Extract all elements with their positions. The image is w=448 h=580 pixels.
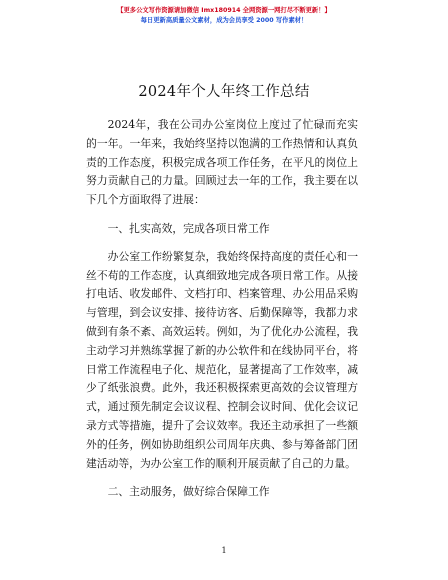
section-2-heading: 二、主动服务，做好综合保障工作 bbox=[107, 485, 270, 499]
section-1-heading: 一、扎实高效，完成各项日常工作 bbox=[107, 221, 270, 235]
page-number: 1 bbox=[221, 546, 227, 555]
document-title: 2024年个人年终工作总结 bbox=[138, 84, 310, 100]
document-body bbox=[86, 116, 358, 502]
promo-banner-line-2: 每日更新高质量公文素材，成为会员享受 2000 写作素材！ bbox=[140, 17, 308, 24]
promo-banner bbox=[0, 6, 448, 26]
promo-banner-line-1: 【更多公文写作资源请加微信 Imx180914 全网资源一网打尽不断更新！】 bbox=[117, 7, 331, 14]
section-1-paragraph: 办公室工作纷繁复杂，我始终保持高度的责任心和一丝不苟的工作态度，认真细致地完成各项日常工作。从接打电话、收发邮件、文档打印、档案管理、办公用品采购与管理，到会议安排、接待访客、后勤保障等，我都力求做到有条不紊、高效运转。例如，为了优化办公流程，我主动学习并熟练掌握了新的办公软件和在线协同平台，将日常工作流程电子化、规范化，显著提高了工作效率，减少了纸张浪费。此外，我还积极探索更高效的会议管理方式，通过预先制定会议议程、控制会议时间、优化会议记录方式等措施，提升了会议效率。我还主动承担了一些额外的任务，例如协助组织公司周年庆典、参与筹备部门团建活动等，为办公室工作的顺利开展贡献了自己的力量。 bbox=[86, 249, 358, 470]
intro-paragraph: 2024年，我在公司办公室岗位上度过了忙碌而充实的一年。一年来，我始终坚持以饱满的工作热情和认真负责的工作态度，积极完成各项工作任务，在平凡的岗位上努力贡献自己的力量。回顾过去一年的工作，我主要在以下几个方面取得了进展： bbox=[86, 118, 358, 207]
